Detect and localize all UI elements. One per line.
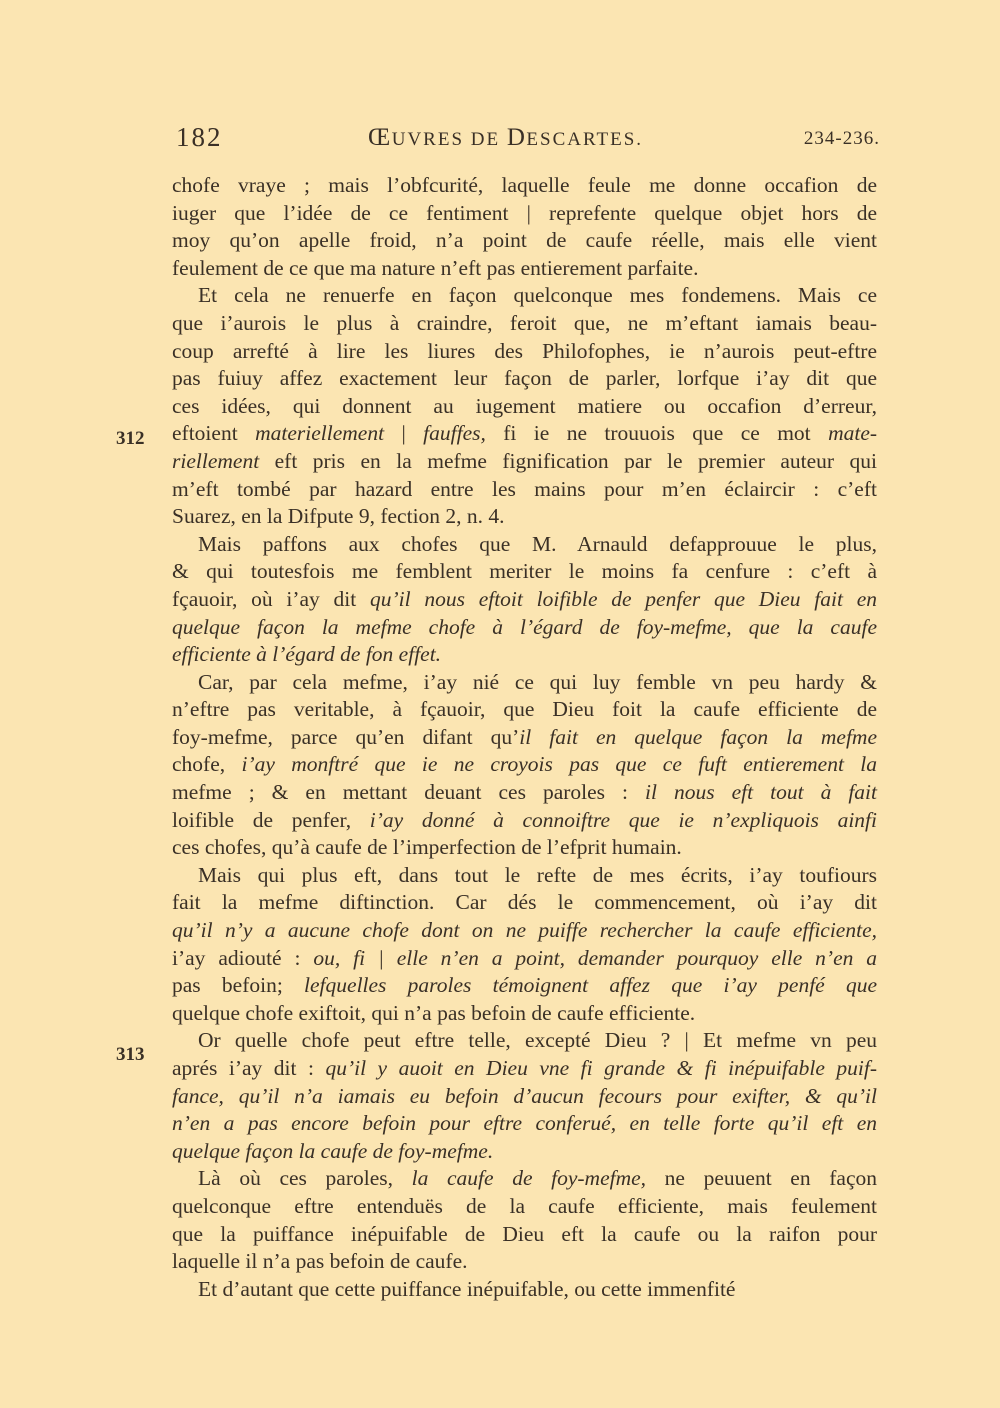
text-run: Mais paffons aux chofes que M. Arnauld defapprouue le plus,	[198, 531, 877, 556]
text-run: mefme ; & en mettant deuant ces paroles :	[172, 780, 646, 805]
margin-page-number: 312	[116, 428, 145, 449]
text-run: iuger que l’idée de ce fentiment | reprefente quelque objet hors de	[172, 200, 877, 225]
text-run: fi ie ne trouuois que ce mot	[485, 421, 829, 446]
text-run: Car, par cela mefme, i’ay nié ce qui luy femble vn peu hardy &	[198, 669, 877, 694]
text-line	[172, 1248, 877, 1276]
italic-text: il fait en quelque façon la mefme	[519, 724, 877, 749]
text-run: ces idées, qui donnent au iugement matiere ou occafion d’erreur,	[172, 393, 877, 418]
text-run: moy qu’on apelle froid, n’a point de caufe réelle, mais elle vient	[172, 228, 877, 253]
italic-text: materiellement	[255, 421, 385, 446]
italic-text: ou, fi | elle n’en a point, demander pourquoy elle n’en a	[313, 945, 877, 970]
text-run: eftoient	[172, 421, 256, 446]
text-run: laquelle il n’a pas befoin de caufe.	[172, 1249, 468, 1274]
text-run: Or quelle chofe peut eftre telle, excepté Dieu ? | Et mefme vn peu	[198, 1028, 877, 1053]
text-line	[172, 365, 877, 393]
text-line	[172, 751, 877, 779]
text-line	[172, 807, 877, 835]
italic-text: fauffes,	[423, 421, 486, 446]
text-line	[172, 669, 877, 697]
text-run: Et d’autant que cette puiffance inépuifable, ou cette immenfité	[198, 1276, 736, 1301]
text-line	[172, 641, 877, 669]
text-run: Mais qui plus eft, dans tout le refte de mes écrits, i’ay toufiours	[198, 862, 877, 887]
italic-text: i’ay monftré que ie ne croyois pas que ce fuft entierement la	[225, 752, 877, 777]
text-line	[172, 1083, 877, 1111]
text-line	[172, 476, 877, 504]
text-line	[172, 917, 877, 945]
text-line	[172, 1276, 877, 1304]
text-line	[172, 531, 877, 559]
text-run: fait la mefme diftinction. Car dés le commencement, où i’ay dit	[172, 890, 877, 915]
text-line	[172, 779, 877, 807]
text-run: fçauoir, où i’ay dit	[172, 586, 370, 611]
italic-text: n’en a pas encore befoin pour eftre conferué, en telle forte qu’il eft en	[172, 1111, 877, 1136]
italic-text: mate-	[828, 421, 878, 446]
text-run: feulement de ce que ma nature n’eft pas entierement parfaite.	[172, 255, 699, 280]
text-line	[172, 558, 877, 586]
text-run: i’ay adiouté :	[172, 945, 314, 970]
text-line	[172, 696, 877, 724]
italic-text: efficiente à l’égard de fon effet.	[172, 642, 442, 667]
page-number: 182	[176, 122, 223, 152]
text-run: m’eft tombé par hazard entre les mains pour m’en éclaircir : c’eft	[172, 476, 877, 501]
text-line	[172, 1027, 877, 1055]
italic-text: quelque façon la mefme chofe à l’égard de foy-mefme, que la caufe	[172, 614, 877, 639]
text-run: Suarez, en la Difpute 9, fection 2, n. 4.	[172, 504, 505, 529]
text-run: Et cela ne renuerfe en façon quelconque mes fondemens. Mais ce	[198, 283, 877, 308]
text-line	[172, 393, 877, 421]
text-run: foy-mefme, parce qu’en difant qu’	[172, 724, 520, 749]
text-line	[172, 862, 877, 890]
text-line	[172, 282, 877, 310]
text-run: que la puiffance inépuifable de Dieu eft la caufe ou la raifon pour	[172, 1221, 877, 1246]
text-line	[172, 1193, 877, 1221]
italic-text: i’ay donné à connoiftre que ie n’expliquois ainfi	[351, 807, 877, 832]
text-run: chofe,	[172, 752, 226, 777]
text-run: chofe vraye ; mais l’obfcurité, laquelle feule me donne occafion de	[172, 173, 877, 197]
text-run: |	[384, 421, 424, 446]
text-line	[172, 724, 877, 752]
running-header	[172, 122, 880, 162]
text-line	[172, 889, 877, 917]
text-line	[172, 972, 877, 1000]
italic-text: qu’il y auoit en Dieu vne fi grande & fi inépuifable puif-	[325, 1056, 877, 1080]
page-range: 234-236.	[803, 128, 880, 149]
text-line	[172, 448, 877, 476]
text-run: Là où ces paroles,	[198, 1166, 412, 1191]
text-line	[172, 310, 877, 338]
text-run: pas fuiuy affez exactement leur façon de parler, lorfque i’ay dit que	[172, 366, 877, 391]
text-line	[172, 503, 877, 531]
text-run: quelque chofe exiftoit, qui n’a pas befoin de caufe efficiente.	[172, 1000, 696, 1025]
text-run: aprés i’ay dit :	[172, 1056, 326, 1080]
italic-text: il nous eft tout à fait	[645, 780, 878, 805]
text-run: n’eftre pas veritable, à fçauoir, que Dieu foit la caufe efficiente de	[172, 697, 877, 722]
text-line	[172, 255, 877, 283]
text-line	[172, 1221, 877, 1249]
text-run: eft pris en la mefme fignification par le premier auteur qui	[259, 448, 877, 473]
italic-text: qu’il n’y a aucune chofe dont on ne puiffe rechercher la caufe efficiente,	[172, 918, 877, 943]
italic-text: quelque façon la caufe de foy-mefme.	[172, 1138, 494, 1163]
italic-text: lefquelles paroles témoignent affez que i’ay penfé que	[282, 973, 877, 998]
text-run: & qui toutesfois me femblent meriter le moins fa cenfure : c’eft à	[172, 559, 877, 584]
text-line	[172, 1000, 877, 1028]
text-line	[172, 834, 877, 862]
text-run: quelconque eftre entenduës de la caufe efficiente, mais feulement	[172, 1193, 877, 1218]
italic-text: qu’il nous eftoit loifible de penfer que Dieu fait en	[369, 586, 877, 611]
italic-text: fance, qu’il n’a iamais eu befoin d’aucun fecours pour exifter, & qu’il	[172, 1083, 877, 1108]
running-title: ŒUVRES DE DESCARTES.	[368, 124, 644, 151]
text-line	[172, 1165, 877, 1193]
text-run: coup arrefté à lire les liures des Philofophes, ie n’aurois peut-eftre	[172, 338, 877, 363]
text-run: que i’aurois le plus à craindre, feroit que, ne m’eftant iamais beau-	[172, 310, 877, 335]
text-run: ne peuuent en façon	[646, 1166, 877, 1191]
text-line	[172, 227, 877, 255]
text-line	[172, 338, 877, 366]
italic-text: la caufe de foy-mefme,	[411, 1166, 647, 1191]
text-run: pas befoin;	[172, 973, 283, 998]
italic-text: riellement	[172, 448, 260, 473]
text-line	[172, 614, 877, 642]
text-line	[172, 420, 877, 448]
text-line	[172, 172, 877, 200]
text-line	[172, 1055, 877, 1083]
text-line	[172, 586, 877, 614]
text-line	[172, 1138, 877, 1166]
margin-page-number: 313	[116, 1044, 145, 1065]
body-text	[172, 172, 877, 1303]
text-line	[172, 200, 877, 228]
text-run: loifible de penfer,	[172, 807, 352, 832]
text-line	[172, 1110, 877, 1138]
text-run: ces chofes, qu’à caufe de l’imperfection de l’efprit humain.	[172, 835, 682, 860]
text-line	[172, 945, 877, 973]
